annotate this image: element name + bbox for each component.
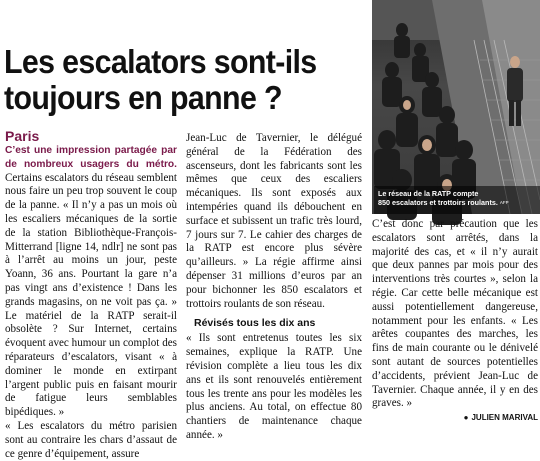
article-column-2 <box>186 132 362 443</box>
headline-line-1: Les escalators sont-ils <box>4 43 317 80</box>
column-1-paragraph-2: « Les escalators du métro parisien sont au contraire les chars d’assaut de ce genre d’équipement, assure <box>5 419 177 460</box>
photo-credit: AFP <box>499 200 509 206</box>
column-2-paragraph-1: Jean-Luc de Tavernier, le délégué général de la Fédération des ascenseurs, dont les fabricants sont les mêmes que ceux des escaliers mécaniques. Ils sont exposés aux intempéries quand ils débouchent en surface et subissent un trafic très lourd, 7 jours sur 7. Le cahier des charges de la RATP est encore plus sévère qu’ailleurs. » La régie affirme ainsi dépenser 31 millions d’euros par an pour bichonner les 850 escalators et trottoirs roulants de son réseau. <box>186 132 362 310</box>
author-byline: ● JULIEN MARIVAL <box>463 413 538 423</box>
article-column-1 <box>5 128 177 461</box>
caption-line-1: Le réseau de la RATP compte <box>378 189 479 198</box>
lead-standfirst: C’est une impression partagée par de nombreux usagers du métro. <box>5 145 177 170</box>
escalator-photo <box>372 0 540 214</box>
section-subhead: Révisés tous les dix ans <box>194 317 316 330</box>
column-1-paragraph-1: Certains escalators du réseau semblent nous faire un peu trop souvent le coup de la panne. « Il n’y a pas un mois où les escaliers mécaniques de la sortie de la station Bibliothèque-François-Mitterrand [ligne 14, ndlr] ne sont pas à l’arrêt au moins un jour, peste Yoann, 36 ans. Pourtant la gare n’a pas vingt ans d’existence ! Dans les grands magasins, on ne voit pas ça. » Le matériel de la RATP serait-il obsolète ? Sur Internet, certains évoquent avec humour un complot des réparateurs d’escalators, visant « à dominer le monde en extirpant l’argent public puis en faisant mourir de fatigue leurs semblables bipédiques. » <box>5 171 177 419</box>
headline-line-2: toujours en panne ? <box>4 79 282 116</box>
author-name: JULIEN MARIVAL <box>471 413 538 423</box>
escalator-illustration <box>372 0 540 214</box>
headline <box>4 44 346 116</box>
article-column-3 <box>372 218 538 425</box>
photo-caption <box>374 186 540 214</box>
location-kicker: Paris <box>5 128 40 144</box>
caption-line-2: 850 escalators et trottoirs roulants. <box>378 198 498 208</box>
column-2-paragraph-2: « Ils sont entretenus toutes les six semaines, explique la RATP. Une révision complète a lieu tous les dix ans et ils sont renouvelés entièrement tous les trente ans pour les modèles les plus anciens. Au total, on effectue 80 chantiers de maintenance chaque année. » <box>186 332 362 441</box>
column-3-paragraph-1: C’est donc par précaution que les escalators sont arrêtés, dans la majorité des cas, et « il n’y aurait que deux pannes par mois pour des interventions très courtes », selon la régie. Car cette belle mécanique est aussi potentiellement dangereuse, notamment pour les enfants. « Les arêtes coupantes des marches, les fins de main courante ou le dénivelé sont autant de sources potentielles d’accidents, prévient Jean-Luc de Tavernier. Chaque année, il y en des graves. » <box>372 218 538 410</box>
